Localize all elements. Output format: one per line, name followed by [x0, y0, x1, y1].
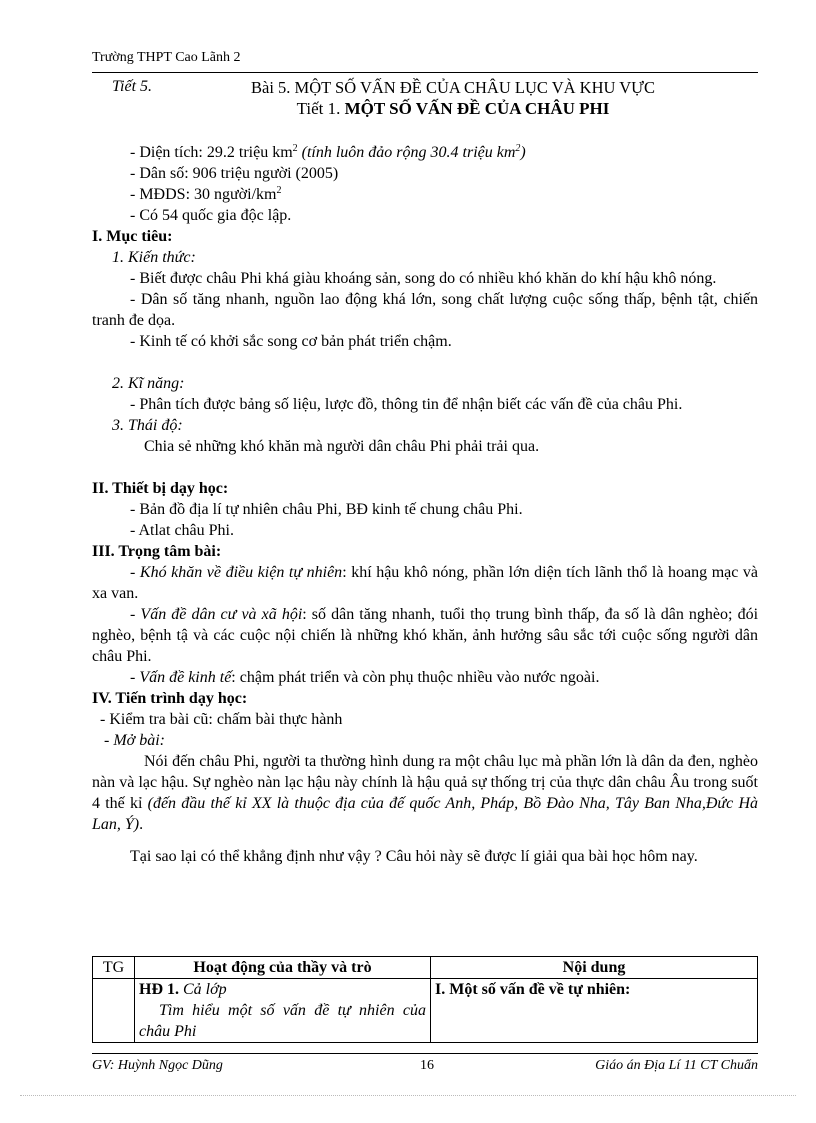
focus-item-1-label: Khó khăn về điều kiện tự nhiên [139, 564, 343, 581]
fact-density [92, 184, 758, 205]
focus-item-2-text: : số dân tăng nhanh, tuổi thọ trung bình thấp, đa số là dân nghèo; đói nghèo, bệnh tậ và các cuộc nội chiến là những khó khăn, ảnh hưởng sâu sắc tới cuộc sống người dân châu Phi. [92, 606, 759, 665]
focus-item-2-label: Vấn đề dân cư và xã hội [140, 606, 303, 623]
table-cell-content: I. Một số vấn đề về tự nhiên: [431, 979, 758, 1043]
fact-area-note: (tính luôn đảo rộng 30.4 triệu km [297, 144, 516, 161]
focus-item-3-text: : chậm phát triển và còn phụ thuộc nhiều vào nước ngoài. [231, 669, 600, 686]
footer-rule [92, 1053, 758, 1054]
fact-density-sup: 2 [276, 185, 282, 196]
section-objectives-heading: I. Mục tiêu: [92, 228, 173, 245]
attitude-item-1: Chia sẻ những khó khăn mà người dân châu Phi phải trải qua. [144, 438, 540, 455]
fact-population: - Dân số: 906 triệu người (2005) [130, 165, 339, 182]
process-intro-paragraph-2: Tại sao lại có thể khẳng định như vậy ? Câu hỏi này sẽ được lí giải qua bài học hôm nay. [130, 848, 698, 865]
process-intro-label: - Mở bài: [104, 732, 165, 749]
page-edge [20, 1095, 796, 1096]
activity-hd-line [139, 979, 426, 1000]
equipment-item-1: - Bản đồ địa lí tự nhiên châu Phi, BĐ kinh tế chung châu Phi. [130, 501, 523, 518]
fact-density-text: - MĐDS: 30 người/km [130, 186, 277, 203]
section-process-heading: IV. Tiến trình dạy học: [92, 690, 248, 707]
knowledge-item-3: - Kinh tế có khởi sắc song cơ bản phát triển chậm. [130, 333, 452, 350]
process-check: - Kiểm tra bài cũ: chấm bài thực hành [100, 711, 343, 728]
intro-p1-end: . [139, 816, 144, 833]
focus-item-1: - Khó khăn về điều kiện tự nhiên: khí hậu khô nóng, phần lớn diện tích lãnh thổ là hoang mạc và xa van. [92, 564, 759, 602]
table-header-row [93, 957, 758, 979]
table-header-tg: TG [93, 957, 135, 979]
activity-hd-italic: Cả lớp [179, 981, 227, 998]
fact-countries: - Có 54 quốc gia độc lập. [130, 207, 292, 224]
focus-item-3: - Vấn đề kinh tế: chậm phát triển và còn phụ thuộc nhiều vào nước ngoài. [130, 669, 600, 686]
school-name: Trường THPT Cao Lãnh 2 [92, 50, 241, 65]
knowledge-item-2: - Dân số tăng nhanh, nguồn lao động khá lớn, song chất lượng cuộc sống thấp, bệnh tật, chiến tranh đe dọa. [92, 291, 758, 329]
section-focus-heading: III. Trọng tâm bài: [92, 543, 222, 560]
footer-doc-title: Giáo án Địa Lí 11 CT Chuẩn [595, 1058, 758, 1073]
activity-hd-bold: HĐ 1. [139, 981, 179, 998]
section-equipment-heading: II. Thiết bị dạy học: [92, 480, 229, 497]
lesson-subtitle [0, 99, 816, 119]
table-header-activity: Hoạt động của thầy và trò [135, 957, 431, 979]
footer-page-number: 16 [420, 1058, 434, 1073]
table-header-content: Nội dung [431, 957, 758, 979]
intro-p1-text: Nói đến châu Phi, người ta thường hình dung ra một châu lục mà phần lớn là dân da đen, nghèo nàn và lạc hậu. Sự nghèo nàn lạc hậu này chính là hậu quả sự thống trị của thực dân châu Âu trong suốt 4 thế kỉ [92, 753, 758, 812]
skills-item-1: - Phân tích được bảng số liệu, lược đồ, thông tin để nhận biết các vấn đề của châu Phi. [130, 396, 683, 413]
fact-area [92, 142, 758, 163]
header-rule [92, 72, 758, 73]
knowledge-item-1: - Biết được châu Phi khá giàu khoáng sản, song do có nhiều khó khăn do khí hậu khô nóng. [130, 270, 717, 287]
footer-teacher: GV: Huỳnh Ngọc Dũng [92, 1058, 223, 1073]
intro-p1-italic: (đến đầu thế kỉ XX là thuộc địa của đế quốc Anh, Pháp, Bồ Đào Nha, Tây Ban Nha,Đức Hà Lan, Ý) [92, 795, 759, 833]
process-intro-paragraph-1 [92, 751, 758, 835]
fact-area-sup: 2 [292, 143, 298, 154]
fact-area-text: - Diện tích: 29.2 triệu km [130, 144, 293, 161]
table-row [93, 979, 758, 1043]
focus-item-1-text: : khí hậu khô nóng, phần lớn diện tích lãnh thổ là hoang mạc và xa van. [92, 564, 759, 602]
focus-item-2: - Vấn đề dân cư và xã hội: số dân tăng nhanh, tuổi thọ trung bình thấp, đa số là dân nghèo; đói nghèo, bệnh tậ và các cuộc nội chiến là những khó khăn, ảnh hưởng sâu sắc tới cuộc sống người dân châu Phi. [92, 606, 759, 665]
attitude-label: 3. Thái độ: [112, 417, 183, 434]
lesson-label: Tiết 5. [112, 78, 153, 95]
fact-area-note-end: ) [520, 144, 526, 161]
skills-label: 2. Kĩ năng: [112, 375, 185, 392]
equipment-item-2: - Atlat châu Phi. [130, 522, 234, 539]
document-body [92, 142, 758, 867]
activity-task: Tìm hiểu một số vấn đề tự nhiên của châu Phi [139, 1002, 426, 1040]
fact-area-note-sup: 2 [515, 143, 521, 154]
lesson-title: Bài 5. MỘT SỐ VẤN ĐỀ CỦA CHÂU LỤC VÀ KHU VỰC [251, 78, 655, 97]
activity-table [92, 956, 758, 1043]
subtitle-bold: MỘT SỐ VẤN ĐỀ CỦA CHÂU PHI [344, 99, 610, 118]
focus-item-3-label: Vấn đề kinh tế [139, 669, 232, 686]
knowledge-label: 1. Kiến thức: [112, 249, 196, 266]
subtitle-prefix: Tiết 1. [296, 99, 345, 118]
table-cell-activity [135, 979, 431, 1043]
table-cell-tg [93, 979, 135, 1043]
